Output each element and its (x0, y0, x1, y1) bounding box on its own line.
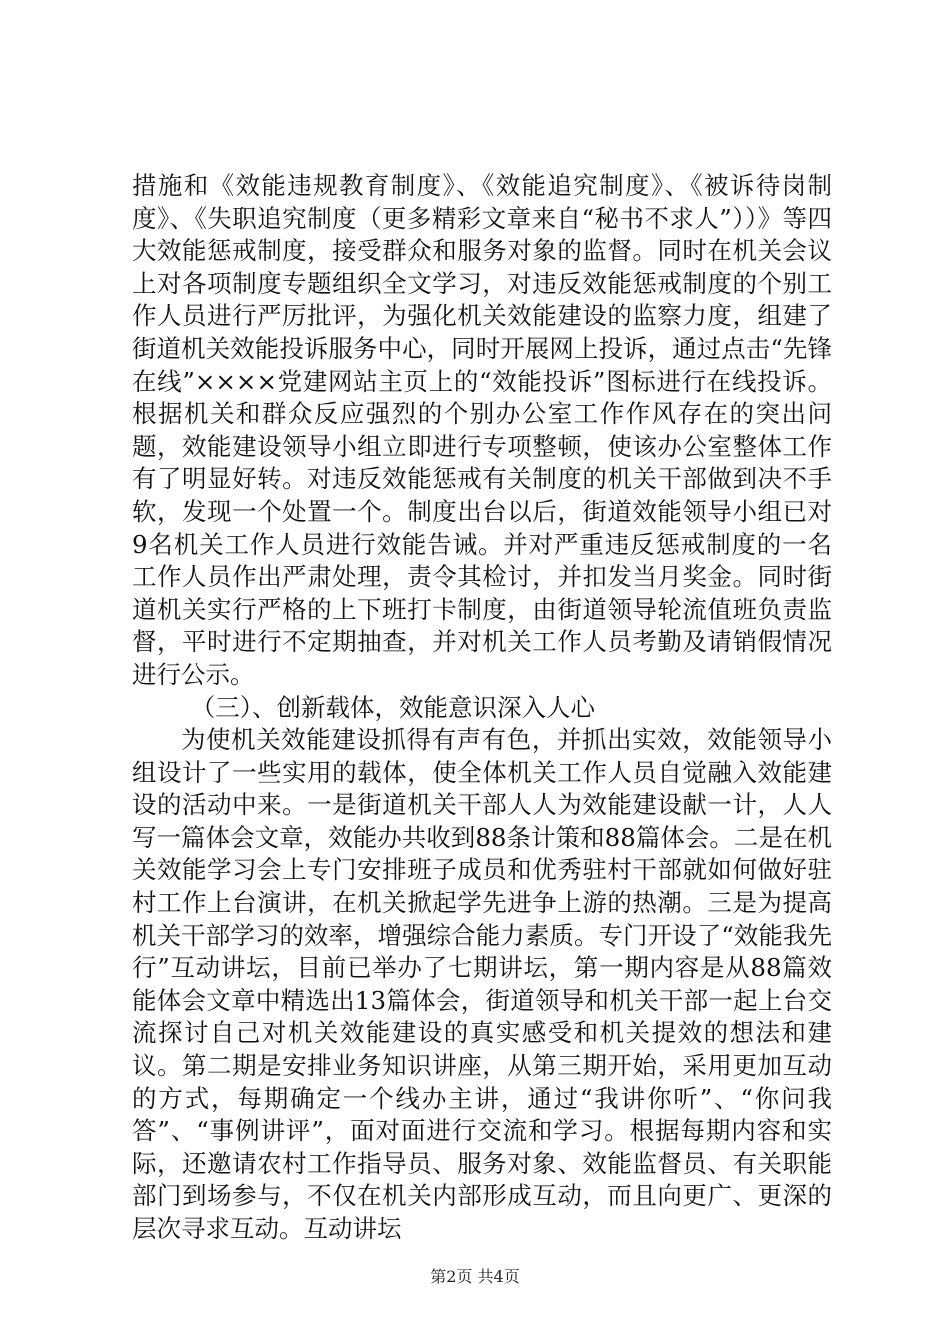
section-heading: （三）、创新载体，效能意识深入人心 (190, 692, 596, 722)
document-body (132, 170, 832, 1246)
page-footer: 第2页 共4页 (430, 1267, 520, 1286)
paragraph-body: 为使机关效能建设抓得有声有色，并抓出实效，效能领导小组设计了一些实用的载体，使全体机关工作人员自觉融入效能建设的活动中来。一是街道机关干部人人为效能建设献一计，人人写一篇体会文章，效能办共收到88条计策和88篇体会。二是在机关效能学习会上专门安排班子成员和优秀驻村干部就如何做好驻村工作上台演讲，在机关掀起学先进争上游的热潮。三是为提高机关干部学习的效率，增强综合能力素质。专门开设了“效能我先行”互动讲坛，目前已举办了七期讲坛，第一期内容是从88篇效能体会文章中精选出13篇体会，街道领导和机关干部一起上台交流探讨自己对机关效能建设的真实感受和机关提效的想法和建议。第二期是安排业务知识讲座，从第三期开始，采用更加互动的方式，每期确定一个线办主讲，通过“我讲你听”、“你问我答”、“事例讲评”，面对面进行交流和学习。根据每期内容和实际，还邀请农村工作指导员、服务对象、效能监督员、有关职能部门到场参与，不仅在机关内部形成互动，而且向更广、更深的层次寻求互动。互动讲坛 (132, 725, 832, 1243)
paragraph-continuation: 措施和《效能违规教育制度》、《效能追究制度》、《被诉待岗制度》、《失职追究制度（更多精彩文章来自“秘书不求人”））》等四大效能惩戒制度，接受群众和服务对象的监督。同时在机关会议上对各项制度专题组织全文学习，对违反效能惩戒制度的个别工作人员进行严厉批评，为强化机关效能建设的监察力度，组建了街道机关效能投诉服务中心，同时开展网上投诉，通过点击“先锋在线”××××党建网站主页上的“效能投诉”图标进行在线投诉。根据机关和群众反应强烈的个别办公室工作作风存在的突出问题，效能建设领导小组立即进行专项整顿，使该办公室整体工作有了明显好转。对违反效能惩戒有关制度的机关干部做到决不手软，发现一个处置一个。制度出台以后，街道效能领导小组已对9名机关工作人员进行效能告诫。并对严重违反惩戒制度的一名工作人员作出严肃处理，责令其检讨，并扣发当月奖金。同时街道机关实行严格的上下班打卡制度，由街道领导轮流值班负责监督，平时进行不定期抽查，并对机关工作人员考勤及请销假情况进行公示。 (132, 171, 832, 689)
